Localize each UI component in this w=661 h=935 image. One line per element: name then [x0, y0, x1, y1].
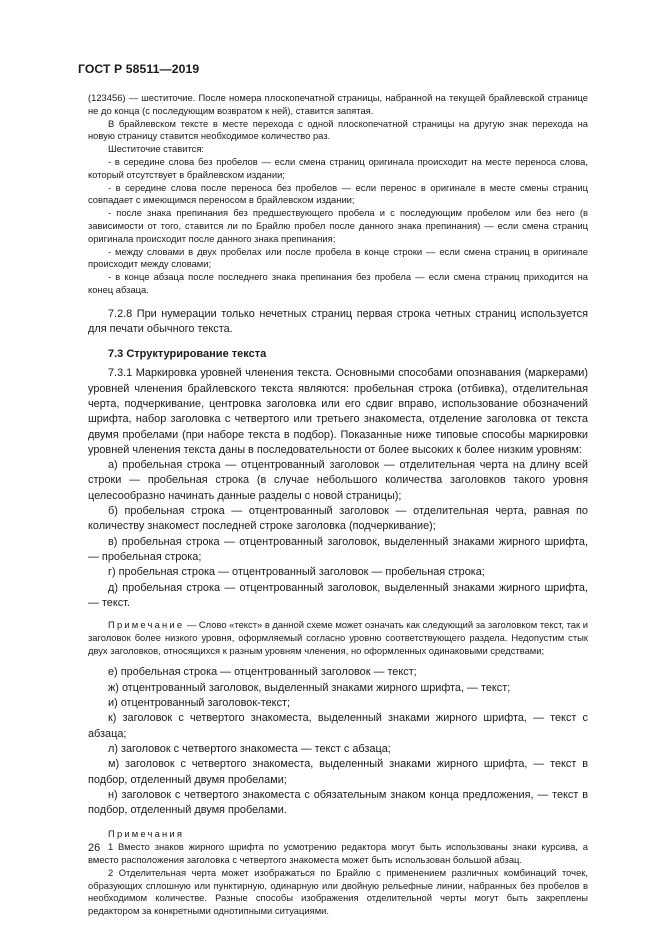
note [88, 619, 588, 657]
notes-label: Примечания [108, 828, 185, 840]
top-paragraph-3: Шеститочие ставится: [108, 143, 205, 155]
note-item: 2 Отделительная черта может изображаться по Брайлю с применением различных комбинаций точек, образующих сплошную или пунктирную, одинарную или двойную рельефные линии, набранных без пробелов в необходимом количестве. Разные способы изображения отделительной черты могут быть закреплены редактором за конкретными однотипными ситуациями. [88, 866, 588, 917]
list-item: м) заголовок с четвертого знакоместа, выделенный знаками жирного шрифта, — текст в подбор, отделенный двумя пробелами; [88, 758, 588, 786]
top-paragraph-2: В брайлевском тексте в месте перехода с одной плоскопечатной страницы на другую знак перехода на новую страницу ставится необходимое количество раз. [88, 117, 588, 142]
list-item: - в конце абзаца после последнего знака препинания без пробела — если смена страниц приходится на конец абзаца. [88, 271, 588, 295]
list-item: л) заголовок с четвертого знакоместа — текст с абзаца; [108, 742, 391, 755]
list-item: е) пробельная строка — отцентрованный заголовок — текст; [108, 666, 417, 679]
list-item: г) пробельная строка — отцентрованный заголовок — пробельная строка; [108, 566, 485, 579]
list-item: к) заголовок с четвертого знакоместа, выделенный знаками жирного шрифта, — текст с абзаца; [88, 712, 588, 740]
section-heading: 7.3 Структурирование текста [108, 348, 267, 361]
note-item: 1 Вместо знаков жирного шрифта по усмотрению редактора могут быть использованы знаки курсива, а вместо расположения заголовка с четвертого знакоместа может быть использован большой абзац. [88, 841, 588, 866]
page-content [88, 92, 588, 918]
list-item: и) отцентрованный заголовок-текст; [108, 697, 291, 710]
list-item: - после знака препинания без предшествующего пробела и с последующим пробелом или без него (в зависимости от того, ставится ли по Брайлю пробел после данного знака препинания) — если смена страниц оригинала происходит после данного знака препинания; [88, 207, 588, 244]
list-item: - в середине слова без пробелов — если смена страниц оригинала происходит на месте переноса слова, который отсутствует в брайлевском издании; [88, 155, 588, 180]
list-item: - в середине слова после переноса без пробелов — если перенос в оригинале в месте смены страниц совпадает с имеющимся переносом в брайлевском издании; [88, 181, 588, 206]
standard-header: ГОСТ Р 58511—2019 [78, 62, 200, 76]
list-item: в) пробельная строка — отцентрованный заголовок, выделенный знаками жирного шрифта, — пробельная строка; [88, 535, 588, 563]
list-item: н) заголовок с четвертого знакоместа с обязательным знаком конца предложения, — текст в подбор, отделенный двумя пробелами. [88, 788, 588, 817]
list-item: а) пробельная строка — отцентрованный заголовок — отделительная черта на длину всей строки — пробельная строка (в случае небольшого количества заголовков такого уровня целесообразно начинать данные разделы с новой страницы); [88, 459, 588, 502]
clause-7-3-1: 7.3.1 Маркировка уровней членения текста. Основными способами опознавания (маркерами) уровней членения брайлевского текста являются: пробельная строка (отбивка), отделительная черта, подчеркивание, центровка заголовка или его сдвиг вправо, использование обозначений шрифта, набор заголовка с четвертого или третьего знакоместа, отделение заголовка от текста двумя пробелами (при наборе текста в подбор). Показанные ниже типовые способы маркировки уровней членения текста даны в последовательности от более высоких к более низким уровням: [88, 367, 588, 456]
top-paragraph-1: (123456) — шеститочие. После номера плоскопечатной страницы, набранной на текущей брайлевской странице не до конца (с последующим возвратом к ней), ставится запятая. [88, 92, 588, 116]
page-number: 26 [88, 842, 101, 854]
list-item: б) пробельная строка — отцентрованный заголовок — отделительная черта, равная по количеству знакомест последней строке заголовка (подчеркивание); [88, 505, 588, 533]
note-label: Примечание [108, 619, 185, 631]
note-text: — Слово «текст» в данной схеме может означать как следующий за заголовком текст, так и заголовок более низкого уровня, оформляемый согласно уровню соответствующего раздела. Недопустим стык двух заголовков, относящихся к разным уровням членения, но оформленных одинаковыми средствами; [88, 619, 588, 656]
list-item: - между словами в двух пробелах или после пробела в конце строки — если смена страниц в оригинале происходит между словами; [88, 245, 588, 270]
list-item: д) пробельная строка — отцентрованный заголовок, выделенный знаками жирного шрифта, — текст. [88, 581, 588, 609]
list-item: ж) отцентрованный заголовок, выделенный знаками жирного шрифта, — текст; [108, 681, 511, 694]
clause-7-2-8: 7.2.8 При нумерации только нечетных страниц первая строка четных страниц используется для печати обычного текста. [88, 307, 588, 336]
